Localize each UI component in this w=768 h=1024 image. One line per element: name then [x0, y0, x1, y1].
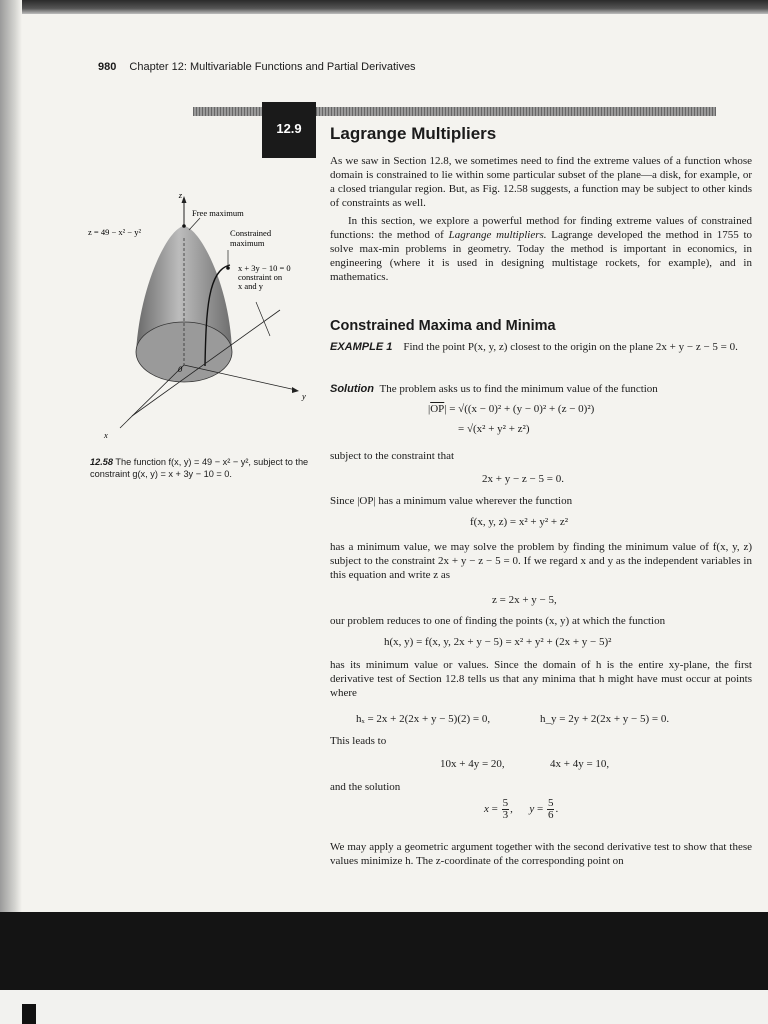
equation-distance-2: = √(x² + y² + z²)	[458, 423, 530, 435]
equation-hy: h_y = 2y + 2(2x + y − 5) = 0.	[540, 713, 670, 725]
text-has-minimum: has a minimum value, we may solve the problem by finding the minimum value of f(x, y, z) subject to the constraint 2x + y − z − 5 = 0. If we regard x and y as the independent variables in this equation and write z as	[330, 541, 752, 581]
figure-paraboloid	[80, 190, 320, 440]
text-geometric-argument: We may apply a geometric argument together with the second derivative test to show that these values minimize h. The z-coordinate of the corresponding point on	[330, 841, 752, 867]
label-x-axis: x	[104, 430, 108, 440]
figure-number: 12.58	[90, 457, 113, 467]
scan-left-edge	[0, 0, 22, 1024]
label-constraint-equation: x + 3y − 10 = 0	[238, 263, 291, 273]
z-axis-arrow-icon	[182, 196, 187, 203]
label-constraint-on: constraint on	[238, 272, 283, 282]
text-since: Since |OP| has a minimum value wherever the function	[330, 495, 573, 507]
free-max-leader	[189, 218, 200, 230]
intro-paragraph-2: In this section, we explore a powerful method for finding extreme values of constrained functions: the method of Lagrange multipliers. Lagrange developed the method in 1755 to solve max-min problems in geometry. Today the method is important in economics, in engineering (where it is used in designing multistage rockets, for example), and in mathematics.	[330, 215, 753, 283]
equation-f: f(x, y, z) = x² + y² + z²	[470, 516, 569, 528]
equation-system-2: 4x + 4y = 10,	[550, 758, 610, 770]
text-constraint-intro: subject to the constraint that	[330, 450, 455, 462]
figure-caption-text: The function f(x, y) = 49 − x² − y², subject to the constraint g(x, y) = x + 3y − 10 = 0.	[90, 457, 309, 479]
label-origin: 0	[178, 364, 183, 374]
scan-bottom-edge	[0, 990, 768, 1024]
text-domain: has its minimum value or values. Since the domain of h is the entire xy-plane, the first derivative test of Section 12.8 tells us that any minima that h might have must occur at points where	[330, 659, 752, 699]
label-free-maximum: Free maximum	[192, 208, 244, 218]
text-reduces: our problem reduces to one of finding the points (x, y) at which the function	[330, 615, 666, 627]
section-title: Lagrange Multipliers	[330, 124, 497, 143]
equation-constraint: 2x + y − z − 5 = 0.	[482, 473, 564, 485]
subsection-title: Constrained Maxima and Minima	[330, 318, 556, 334]
solution-label: Solution	[330, 383, 374, 395]
label-x-and-y: x and y	[238, 281, 264, 291]
label-surface-equation: z = 49 − x² − y²	[88, 227, 142, 237]
equation-z: z = 2x + y − 5,	[492, 594, 557, 606]
free-maximum-point	[182, 224, 186, 228]
section-number: 12.9	[262, 102, 316, 158]
page-number: 980	[98, 61, 117, 73]
scan-bottom-mark	[22, 1004, 36, 1024]
y-axis-arrow-icon	[292, 387, 299, 393]
text-solution: and the solution	[330, 781, 401, 793]
equation-h: h(x, y) = f(x, y, 2x + y − 5) = x² + y² + (2x + y − 5)²	[384, 636, 612, 648]
example-label: EXAMPLE 1	[330, 341, 393, 353]
scan-top-edge	[0, 0, 768, 14]
label-y-axis: y	[302, 391, 306, 401]
constrained-maximum-point	[226, 266, 230, 270]
equation-system-1: 10x + 4y = 20,	[440, 758, 505, 770]
label-constrained-1: Constrained	[230, 228, 272, 238]
solution-intro: Solution The problem asks us to find the minimum value of the function	[330, 383, 658, 395]
label-z: z	[178, 190, 182, 200]
intro-paragraph-1: As we saw in Section 12.8, we sometimes need to find the extreme values of a function whose domain is constrained to lie within some particular subset of the plane—a disk, for example, or a closed triangular region. But, as Fig. 12.58 suggests, a function may be subject to other kinds of constraints as well.	[330, 155, 752, 209]
running-title: Chapter 12: Multivariable Functions and Partial Derivatives	[129, 61, 416, 73]
example-statement: EXAMPLE 1 Find the point P(x, y, z) closest to the origin on the plane 2x + y − z − 5 = 0.	[330, 341, 738, 353]
equation-hx: hₓ = 2x + 2(2x + y − 5)(2) = 0,	[356, 713, 491, 725]
equation-x-solution: x = $\frac{5}{3}$ , y = $\frac{5}{6}$ .	[484, 797, 559, 821]
figure-caption	[90, 457, 310, 480]
running-head	[98, 61, 416, 73]
equation-distance-1: $|\overline{OP}| = √((x - 0)^2 + (y - 0)^2 + (z - 0)^2)$	[428, 403, 595, 415]
label-constrained-2: maximum	[230, 238, 265, 248]
text-leads-to: This leads to	[330, 735, 387, 747]
